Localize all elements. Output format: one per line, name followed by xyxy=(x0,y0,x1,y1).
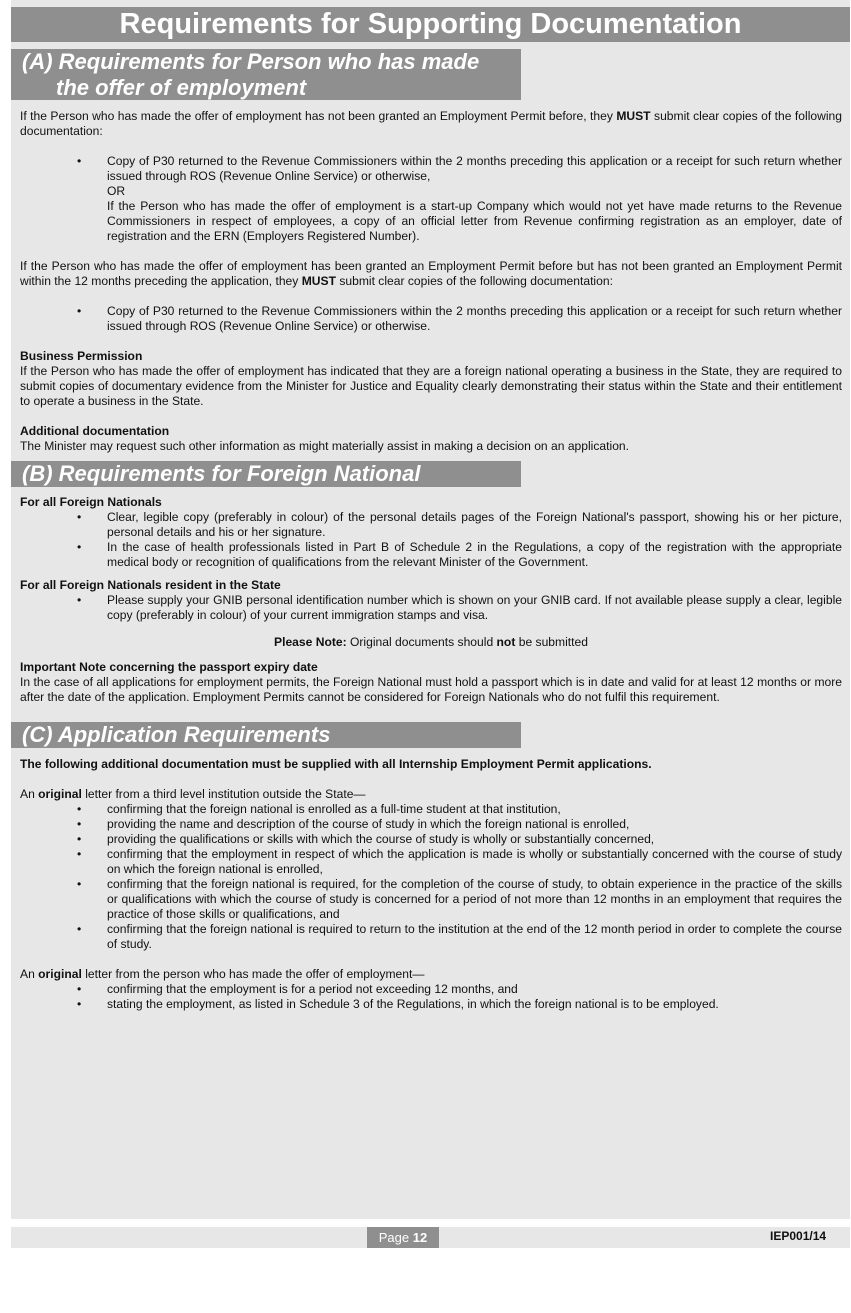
letter-1-intro xyxy=(20,787,842,802)
page-title: Requirements for Supporting Documentation xyxy=(11,7,850,42)
list-item: • stating the employment, as listed in Schedule 3 of the Regulations, in which the foreign national is to be employed. xyxy=(20,997,842,1012)
list-item: • Copy of P30 returned to the Revenue Commissioners within the 2 months preceding this application or a receipt for such return whether issued through ROS (Revenue Online Service) or otherwise. xyxy=(20,304,842,334)
text: be submitted xyxy=(515,635,588,649)
section-a-list-1 xyxy=(20,154,842,244)
section-a-heading-line2: the offer of employment xyxy=(56,75,307,100)
text: submit clear copies of the following documentation: xyxy=(335,274,613,288)
section-a-heading xyxy=(11,49,521,100)
section-c-content xyxy=(20,757,842,1012)
section-b-content xyxy=(20,495,842,705)
list-item: • confirming that the employment in respect of which the application is made is wholly or substantially concerned with the course of study on which the foreign national is enrolled, xyxy=(20,847,842,877)
foreign-nationals-heading: For all Foreign Nationals xyxy=(20,495,162,509)
section-a-heading-line1: (A) Requirements for Person who has made xyxy=(22,49,480,74)
list-item: • confirming that the foreign national is enrolled as a full-time student at that institution, xyxy=(20,802,842,817)
list-item: • confirming that the foreign national is required to return to the institution at the end of the 12 month period in order to complete the course of study. xyxy=(20,922,842,952)
text: letter from the person who has made the offer of employment— xyxy=(81,967,425,981)
list-item: • providing the qualifications or skills with which the course of study is wholly or substantially concerned, xyxy=(20,832,842,847)
must-emphasis: MUST xyxy=(301,274,336,288)
passport-note-text: In the case of all applications for employment permits, the Foreign National must hold a passport which is in date and valid for at least 12 months or more after the date of the application. Employment Permits cannot be considered for Foreign Nationals who do not fulfil this requirement. xyxy=(20,675,842,704)
passport-note-heading: Important Note concerning the passport expiry date xyxy=(20,660,318,674)
business-permission-heading: Business Permission xyxy=(20,349,143,363)
text: letter from a third level institution outside the State— xyxy=(81,787,366,801)
text: If the Person who has made the offer of employment is a start-up Company which would not yet have made returns to the Revenue Commissioners in respect of employees, a copy of an official letter from Revenue confirming registration as an employer, date of registration and the ERN (Employers Registered Number). xyxy=(107,199,842,243)
text: An xyxy=(20,787,39,801)
text: An xyxy=(20,967,39,981)
original-emphasis: original xyxy=(38,787,82,801)
text: If the Person who has made the offer of employment has been granted an Employment Permit before but has not been granted an Employment Permit within the 12 months preceding the application, they xyxy=(20,259,842,288)
resident-list xyxy=(20,593,842,623)
list-item xyxy=(20,154,842,244)
list-item: • confirming that the foreign national is required, for the completion of the course of study, to obtain experience in the practice of the skills or qualifications with which the course of study is concerned for a period of not more than 12 months in an employment that requires the practice of those skills or qualifications, and xyxy=(20,877,842,922)
note-label: Please Note: xyxy=(274,635,347,649)
must-emphasis: MUST xyxy=(616,109,651,123)
letter-2-list xyxy=(20,982,842,1012)
foreign-nationals-list xyxy=(20,510,842,570)
section-c-heading: (C) Application Requirements xyxy=(11,722,521,748)
please-note xyxy=(20,635,842,650)
text: Original documents should xyxy=(346,635,497,649)
list-item: • Clear, legible copy (preferably in colour) of the personal details pages of the Foreign National's passport, showing his or her picture, personal details and his or her signature. xyxy=(20,510,842,540)
letter-2-intro xyxy=(20,967,842,982)
text: submit clear copies of the following documentation: xyxy=(20,109,842,138)
list-item: • Please supply your GNIB personal identification number which is shown on your GNIB card. If not available please supply a clear, legible copy (preferably in colour) of your current immigration stamps and visa. xyxy=(20,593,842,623)
letter-1-list xyxy=(20,802,842,952)
resident-heading: For all Foreign Nationals resident in the State xyxy=(20,578,281,592)
page-number xyxy=(367,1227,439,1248)
text: Copy of P30 returned to the Revenue Commissioners within the 2 months preceding this application or a receipt for such return whether issued through ROS (Revenue Online Service) or otherwise, xyxy=(107,154,842,183)
additional-documentation-text: The Minister may request such other information as might materially assist in making a decision on an application. xyxy=(20,439,630,453)
list-item: • confirming that the employment is for a period not exceeding 12 months, and xyxy=(20,982,842,997)
or-label: OR xyxy=(107,184,126,198)
original-emphasis: original xyxy=(38,967,82,981)
page-number-value: 12 xyxy=(412,1230,428,1245)
page-label: Page xyxy=(378,1230,413,1245)
additional-documentation-heading: Additional documentation xyxy=(20,424,170,438)
section-a-list-2 xyxy=(20,304,842,334)
section-b-heading: (B) Requirements for Foreign National xyxy=(11,461,521,487)
list-item: • In the case of health professionals listed in Part B of Schedule 2 in the Regulations, a copy of the registration with the appropriate medical body or recognition of qualifications from the relevant Minister of the Government. xyxy=(20,540,842,570)
list-item: • providing the name and description of the course of study in which the foreign national is enrolled, xyxy=(20,817,842,832)
section-a-content xyxy=(20,109,842,454)
section-a-para-1 xyxy=(20,109,842,139)
text: If the Person who has made the offer of employment has not been granted an Employment Permit before, they xyxy=(20,109,617,123)
document-code: IEP001/14 xyxy=(770,1229,827,1243)
business-permission-text: If the Person who has made the offer of employment has indicated that they are a foreign national operating a business in the State, they are required to submit copies of documentary evidence from the Minister for Justice and Equality clearly demonstrating their status within the State and their entitlement to operate a business in the State. xyxy=(20,364,842,408)
not-emphasis: not xyxy=(496,635,516,649)
section-c-intro: The following additional documentation must be supplied with all Internship Employment Permit applications. xyxy=(20,757,652,771)
section-a-para-2 xyxy=(20,259,842,289)
